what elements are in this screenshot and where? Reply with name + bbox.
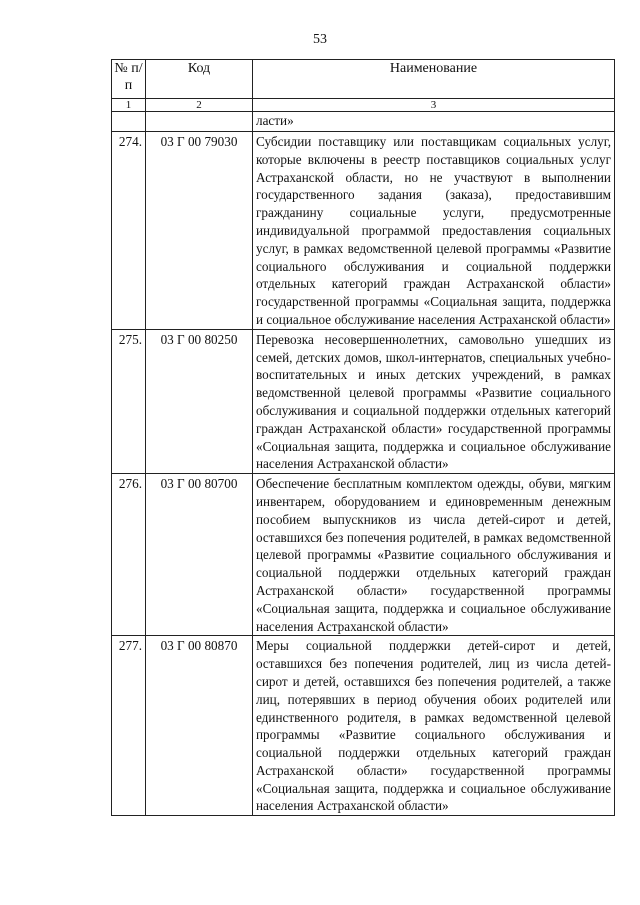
row-name: Перевозка несовершеннолетних, самовольно ушедших из семей, детских домов, школ-интернатов, специальных учебно-воспитательных и иных детских учреждений, в рамках ведомственной целевой программы «Развитие социального обслуживания и социальной поддержки отдельных категорий граждан Астраханской области» государственной программы «Социальная защита, поддержка и социальное обслуживание населения Астраханской области» — [253, 329, 615, 473]
row-number: 275. — [112, 329, 146, 473]
table-header-row — [112, 60, 615, 99]
column-index: 3 — [253, 99, 615, 112]
row-code: 03 Г 00 80700 — [146, 474, 253, 636]
table-row — [112, 636, 615, 816]
column-index: 2 — [146, 99, 253, 112]
row-code: 03 Г 00 80870 — [146, 636, 253, 816]
row-number: 274. — [112, 132, 146, 330]
header-number: № п/п — [112, 60, 146, 99]
page-number: 53 — [313, 32, 327, 47]
continuation-row — [112, 112, 615, 132]
column-index-row — [112, 99, 615, 112]
budget-code-table — [111, 59, 615, 816]
row-number: 277. — [112, 636, 146, 816]
continuation-text: ласти» — [253, 112, 615, 132]
table-row — [112, 474, 615, 636]
table-row — [112, 132, 615, 330]
row-name: Субсидии поставщику или поставщикам социальных услуг, которые включены в реестр поставщиков социальных услуг Астраханской области, но не участвуют в выполнении государственного задания (заказа), предоставившим гражданину социальные услуги, предусмотренные индивидуальной программой предоставления социальных услуг, в рамках ведомственной целевой программы «Развитие социального обслуживания и социальной поддержки отдельных категорий граждан Астраханской области» государственной программы «Социальная защита, поддержка и социальное обслуживание населения Астраханской области» — [253, 132, 615, 330]
row-code: 03 Г 00 79030 — [146, 132, 253, 330]
row-code: 03 Г 00 80250 — [146, 329, 253, 473]
table-row — [112, 329, 615, 473]
header-code: Код — [146, 60, 253, 99]
column-index: 1 — [112, 99, 146, 112]
row-number: 276. — [112, 474, 146, 636]
row-name: Меры социальной поддержки детей-сирот и детей, оставшихся без попечения родителей, лиц из числа детей-сирот и детей, оставшихся без попечения родителей, а также лиц, потерявших в период обучения обоих родителей или единственного родителя, в рамках ведомственной целевой программы «Развитие социального обслуживания и социальной поддержки отдельных категорий граждан Астраханской области» государственной программы «Социальная защита, поддержка и социальное обслуживание населения Астраханской области» — [253, 636, 615, 816]
row-name: Обеспечение бесплатным комплектом одежды, обуви, мягким инвентарем, оборудованием и единовременным денежным пособием выпускников из числа детей-сирот и детей, оставшихся без попечения родителей, в рамках ведомственной целевой программы «Развитие социального обслуживания и социальной поддержки отдельных категорий граждан Астраханской области» государственной программы «Социальная защита, поддержка и социальное обслуживание населения Астраханской области» — [253, 474, 615, 636]
header-name: Наименование — [253, 60, 615, 99]
